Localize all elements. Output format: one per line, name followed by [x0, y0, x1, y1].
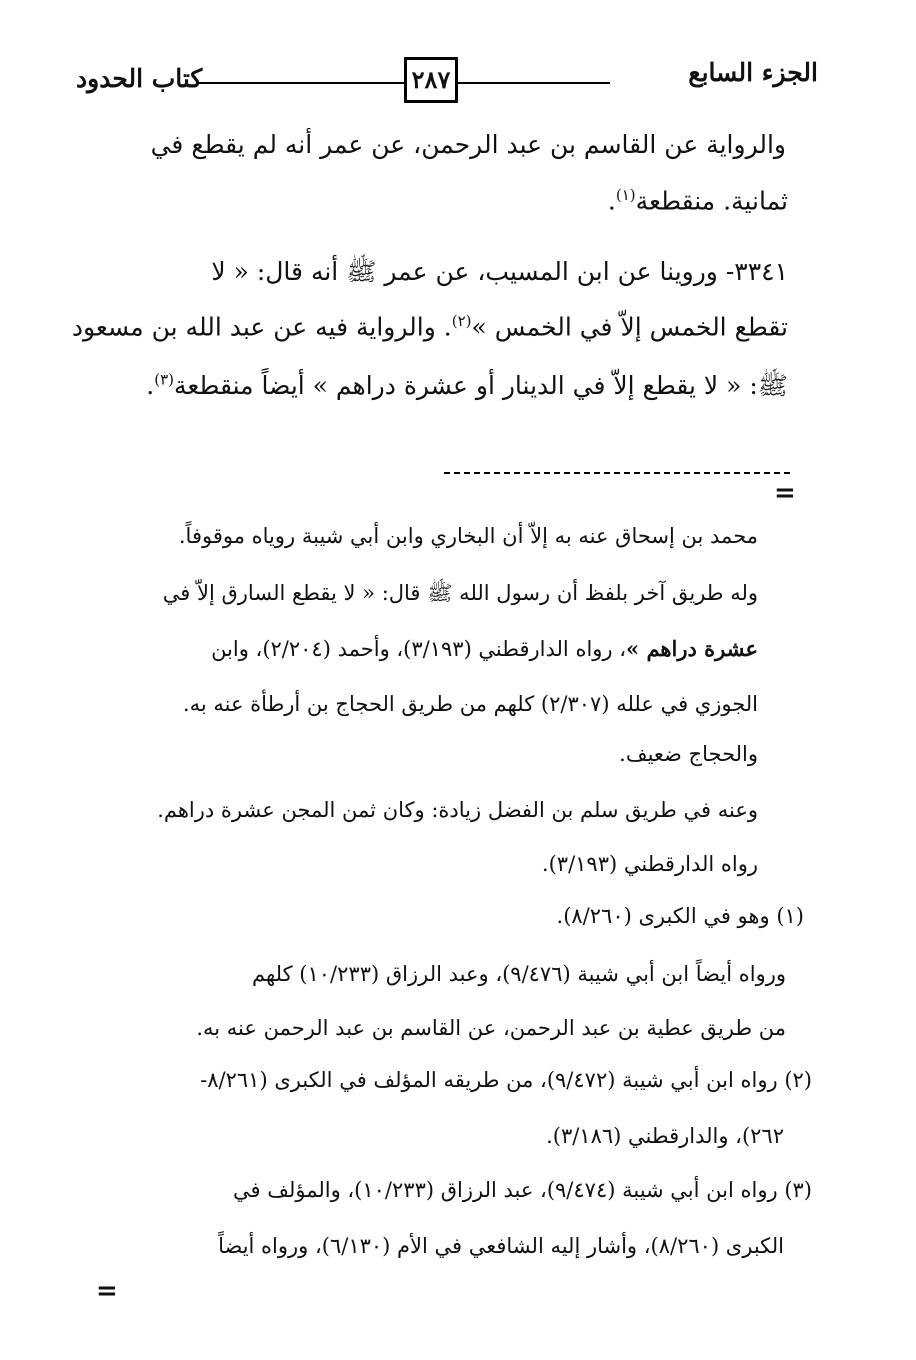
footnote-3: (٣) رواه ابن أبي شيبة (٩/٤٧٤)، عبد الرزاق (١٠/٢٣٣)، والمؤلف في — [233, 1178, 812, 1202]
footnote-ref: (٢) — [451, 312, 472, 330]
footnote-marker: (٣) — [784, 1178, 812, 1202]
footnote-ref: (١) — [615, 186, 636, 204]
footnote-line: عشرة دراهم »، رواه الدارقطني (٣/١٩٣)، وأحمد (٢/٢٠٤)، وابن — [211, 636, 758, 661]
footnote-marker: (١) — [776, 904, 804, 928]
footnote-line: محمد بن إسحاق عنه به إلاّ أن البخاري وابن أبي شيبة روياه موقوفاً. — [178, 524, 758, 548]
footnote-line: من طريق عطية بن عبد الرحمن، عن القاسم بن عبد الرحمن عنه به. — [196, 1016, 786, 1040]
footnote-2: (٢) رواه ابن أبي شيبة (٩/٤٧٢)، من طريقه المؤلف في الكبرى (٨/٢٦١- — [200, 1068, 812, 1092]
footnote-marker: (٢) — [784, 1068, 812, 1092]
body-line: والرواية عن القاسم بن عبد الرحمن، عن عمر أنه لم يقطع في — [150, 130, 786, 159]
body-line: ٣٣٤١- وروينا عن ابن المسيب، عن عمر ﷺ أنه قال: « لا — [211, 257, 788, 286]
body-line: ثمانية. منقطعة$^{(١)}$. — [607, 186, 788, 216]
footnote-divider — [444, 472, 790, 474]
footnote-line: الجوزي في علله (٢/٣٠٧) كلهم من طريق الحجاج بن أرطأة عنه به. — [182, 692, 758, 716]
body-line: ﷺ: « لا يقطع إلاّ في الدينار أو عشرة دراهم » أيضاً منقطعة$^{(٣)}$. — [146, 370, 788, 400]
header-rule-left — [196, 82, 404, 84]
footnote-line: ٢٦٢)، والدارقطني (٣/١٨٦). — [546, 1124, 784, 1148]
footnote-line: والحجاج ضعيف. — [619, 742, 758, 766]
footnote-line: وله طريق آخر بلفظ أن رسول الله ﷺ قال: « لا يقطع السارق إلاّ في — [162, 581, 758, 605]
body-line: تقطع الخمس إلاّ في الخمس »$^{(٢)}$. والرواية فيه عن عبد الله بن مسعود — [71, 312, 788, 342]
page-number: ٢٨٧ — [404, 57, 458, 103]
continuation-mark: = — [96, 1276, 118, 1306]
footnote-line: وعنه في طريق سلم بن الفضل زيادة: وكان ثمن المجن عشرة دراهم. — [157, 798, 758, 822]
volume-label: الجزء السابع — [688, 58, 818, 87]
footnote-line: الكبرى (٨/٢٦٠)، وأشار إليه الشافعي في الأم (٦/١٣٠)، ورواه أيضاً — [218, 1234, 784, 1258]
footnote-line: ورواه أيضاً ابن أبي شيبة (٩/٤٧٦)، وعبد الرزاق (١٠/٢٣٣) كلهم — [252, 962, 786, 986]
book-title: كتاب الحدود — [76, 64, 203, 93]
footnote-ref: (٣) — [154, 370, 175, 389]
footnote-1: (١) وهو في الكبرى (٨/٢٦٠). — [556, 904, 804, 928]
continuation-mark: = — [774, 478, 796, 508]
header-rule-right — [458, 82, 610, 84]
footnote-line: رواه الدارقطني (٣/١٩٣). — [541, 852, 758, 876]
